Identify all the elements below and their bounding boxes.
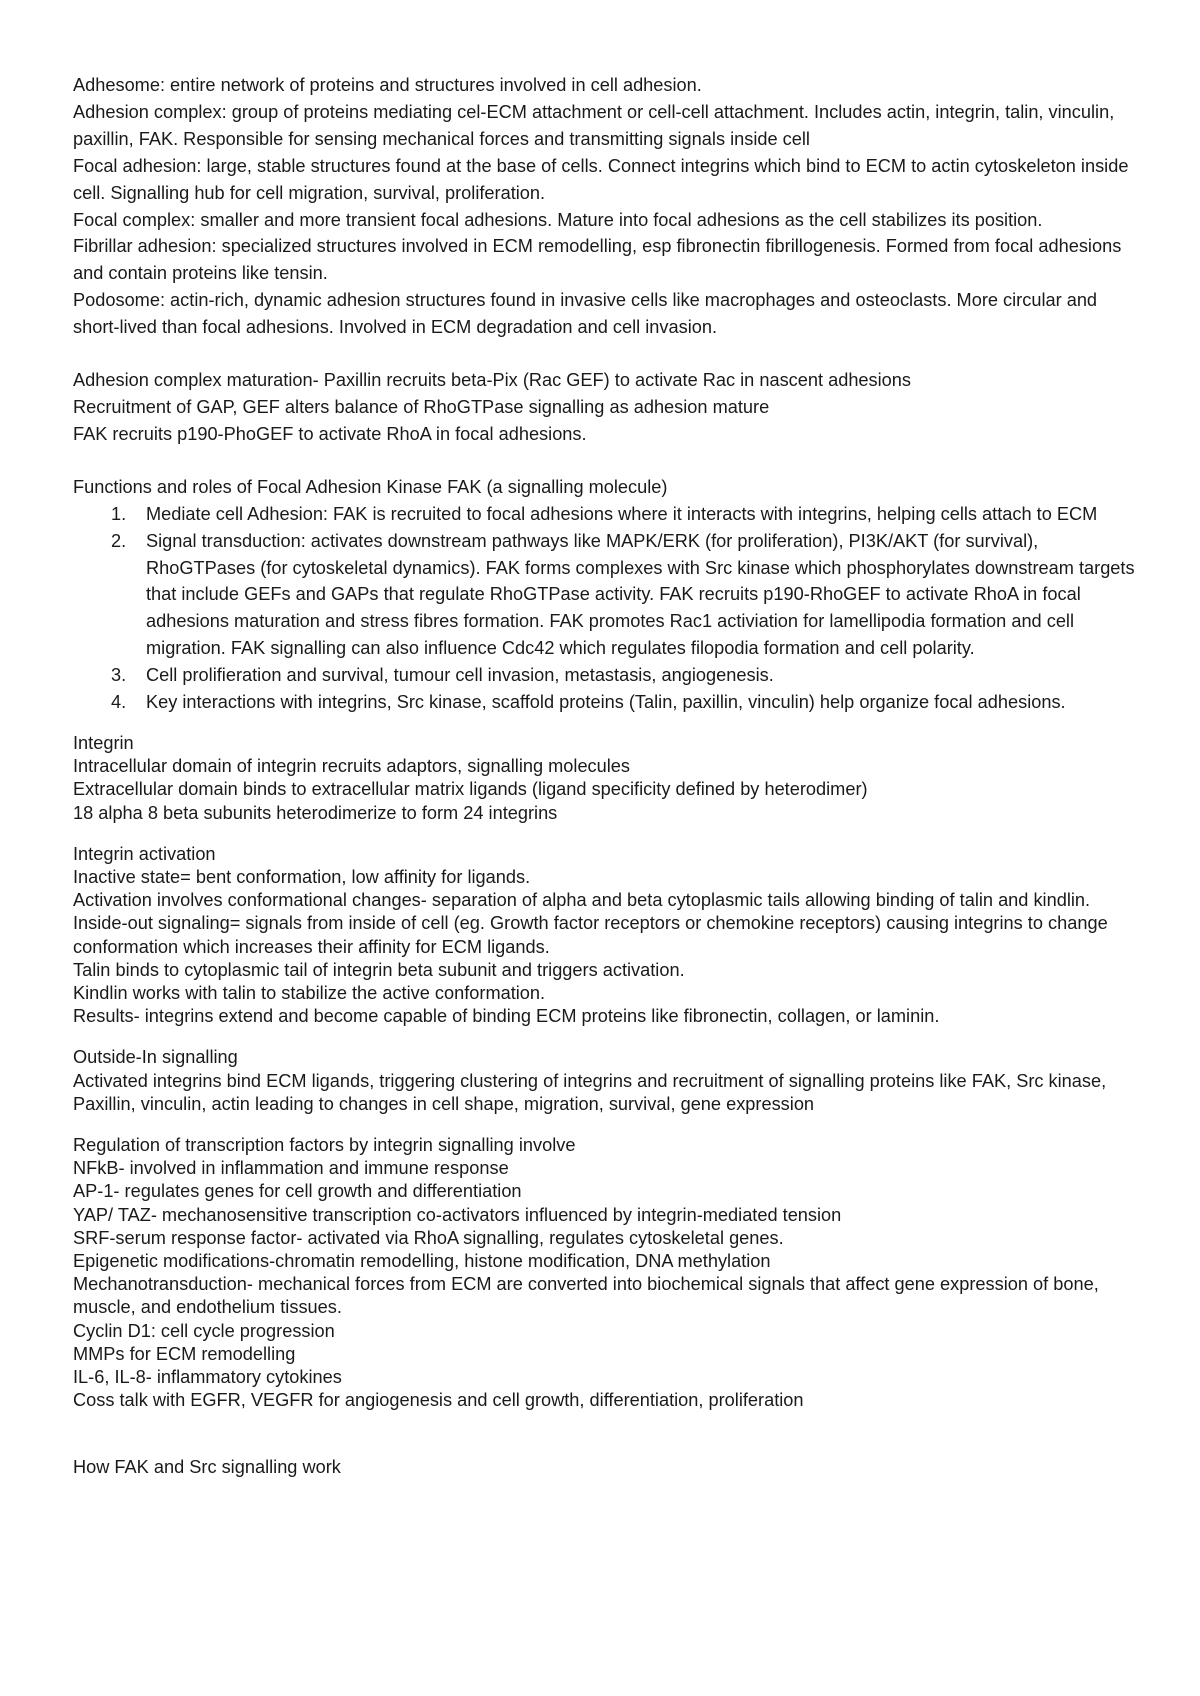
outside-in-section — [73, 1046, 1148, 1116]
transcription-section — [73, 1134, 1148, 1412]
maturation-line: Adhesion complex maturation- Paxillin recruits beta-Pix (Rac GEF) to activate Rac in nascent adhesions — [73, 370, 912, 391]
fak-section — [73, 474, 1148, 716]
list-item — [73, 662, 1148, 689]
list-number: 3. — [111, 665, 127, 686]
integrin-activation-section — [73, 843, 1148, 1029]
transcription-line: NFkB- involved in inflammation and immune response — [73, 1158, 509, 1179]
list-item — [73, 689, 1148, 716]
integrin-heading: Integrin — [73, 732, 134, 753]
final-section — [73, 1456, 1148, 1479]
list-number: 2. — [111, 530, 127, 551]
transcription-line: YAP/ TAZ- mechanosensitive transcription co-activators influenced by integrin-mediated tension — [73, 1204, 842, 1225]
list-text: Cell prolifieration and survival, tumour cell invasion, metastasis, angiogenesis. — [146, 665, 774, 686]
list-text: Key interactions with integrins, Src kinase, scaffold proteins (Talin, paxillin, vinculin) help organize focal adhesions. — [146, 692, 1066, 713]
activation-line: Talin binds to cytoplasmic tail of integrin beta subunit and triggers activation. — [73, 959, 685, 980]
activation-heading: Integrin activation — [73, 843, 216, 864]
transcription-line: SRF-serum response factor- activated via RhoA signalling, regulates cytoskeletal genes. — [73, 1227, 784, 1248]
transcription-line: Epigenetic modifications-chromatin remodelling, histone modification, DNA methylation — [73, 1251, 771, 1271]
definition-focal-adhesion: Focal adhesion: large, stable structures found at the base of cells. Connect integrins which bind to ECM to actin cytoskeleton inside cell. Signalling hub for cell migration, survival, proliferation. — [73, 155, 1129, 203]
definition-focal-complex: Focal complex: smaller and more transient focal adhesions. Mature into focal adhesions as the cell stabilizes its position. — [73, 209, 1043, 230]
definition-adhesome: Adhesome: entire network of proteins and structures involved in cell adhesion. — [73, 75, 702, 95]
fak-list — [73, 501, 1148, 716]
activation-line: Inside-out signaling= signals from inside of cell (eg. Growth factor receptors or chemokine receptors) causing integrins to change conformation which increases their affinity for ECM ligands. — [73, 913, 1108, 957]
transcription-line: IL-6, IL-8- inflammatory cytokines — [73, 1367, 342, 1388]
maturation-section — [73, 367, 1148, 448]
integrin-line: Extracellular domain binds to extracellular matrix ligands (ligand specificity defined by heterodimer) — [73, 779, 868, 800]
outside-in-line: Activated integrins bind ECM ligands, triggering clustering of integrins and recruitment of signalling proteins like FAK, Src kinase, Paxillin, vinculin, actin leading to changes in cell shape, migration, survival, gene expression — [73, 1070, 1107, 1114]
activation-line: Inactive state= bent conformation, low affinity for ligands. — [73, 866, 531, 887]
fak-heading: Functions and roles of Focal Adhesion Kinase FAK (a signalling molecule) — [73, 476, 668, 497]
transcription-line: MMPs for ECM remodelling — [73, 1343, 296, 1364]
integrin-line: Intracellular domain of integrin recruits adaptors, signalling molecules — [73, 756, 631, 777]
maturation-line: Recruitment of GAP, GEF alters balance of RhoGTPase signalling as adhesion mature — [73, 396, 770, 417]
integrin-line: 18 alpha 8 beta subunits heterodimerize to form 24 integrins — [73, 802, 558, 823]
list-text: Mediate cell Adhesion: FAK is recruited to focal adhesions where it interacts with integrins, helping cells attach to ECM — [146, 503, 1098, 524]
transcription-line: Coss talk with EGFR, VEGFR for angiogenesis and cell growth, differentiation, proliferation — [73, 1390, 804, 1411]
integrin-section — [73, 732, 1148, 825]
document-page — [73, 72, 1148, 1480]
definition-adhesion-complex: Adhesion complex: group of proteins mediating cel-ECM attachment or cell-cell attachment. Includes actin, integrin, talin, vinculin, paxillin, FAK. Responsible for sensing mechanical forces and transmitting signals inside cell — [73, 101, 1115, 149]
activation-line: Results- integrins extend and become capable of binding ECM proteins like fibronectin, collagen, or laminin. — [73, 1006, 940, 1027]
definitions-section — [73, 72, 1148, 341]
activation-line: Activation involves conformational changes- separation of alpha and beta cytoplasmic tails allowing binding of talin and kindlin. — [73, 890, 1091, 911]
outside-in-heading: Outside-In signalling — [73, 1047, 238, 1068]
list-number: 4. — [111, 692, 127, 713]
maturation-line: FAK recruits p190-PhoGEF to activate RhoA in focal adhesions. — [73, 423, 587, 444]
transcription-heading: Regulation of transcription factors by integrin signalling involve — [73, 1134, 576, 1155]
list-number: 1. — [111, 503, 127, 524]
list-item — [73, 501, 1148, 528]
activation-line: Kindlin works with talin to stabilize the active conformation. — [73, 982, 546, 1003]
transcription-line: Cyclin D1: cell cycle progression — [73, 1320, 335, 1341]
final-heading: How FAK and Src signalling work — [73, 1457, 341, 1478]
list-item — [73, 528, 1148, 663]
definition-podosome: Podosome: actin-rich, dynamic adhesion structures found in invasive cells like macrophages and osteoclasts. More circular and short-lived than focal adhesions. Involved in ECM degradation and cell invasion. — [73, 290, 1098, 338]
list-text: Signal transduction: activates downstream pathways like MAPK/ERK (for proliferation), PI3K/AKT (for survival), RhoGTPases (for cytoskeletal dynamics). FAK forms complexes with Src kinase which phosphorylates downstream targets that include GEFs and GAPs that regulate RhoGTPase activity. FAK recruits p190-RhoGEF to activate RhoA in focal adhesions maturation and stress fibres formation. FAK promotes Rac1 activiation for lamellipodia formation and cell migration. FAK signalling can also influence Cdc42 which regulates filopodia formation and cell polarity. — [146, 530, 1135, 659]
transcription-line: AP-1- regulates genes for cell growth and differentiation — [73, 1181, 522, 1202]
definition-fibrillar-adhesion: Fibrillar adhesion: specialized structures involved in ECM remodelling, esp fibronectin fibrillogenesis. Formed from focal adhesions and contain proteins like tensin. — [73, 236, 1122, 284]
transcription-line: Mechanotransduction- mechanical forces from ECM are converted into biochemical signals that affect gene expression of bone, muscle, and endothelium tissues. — [73, 1274, 1099, 1318]
